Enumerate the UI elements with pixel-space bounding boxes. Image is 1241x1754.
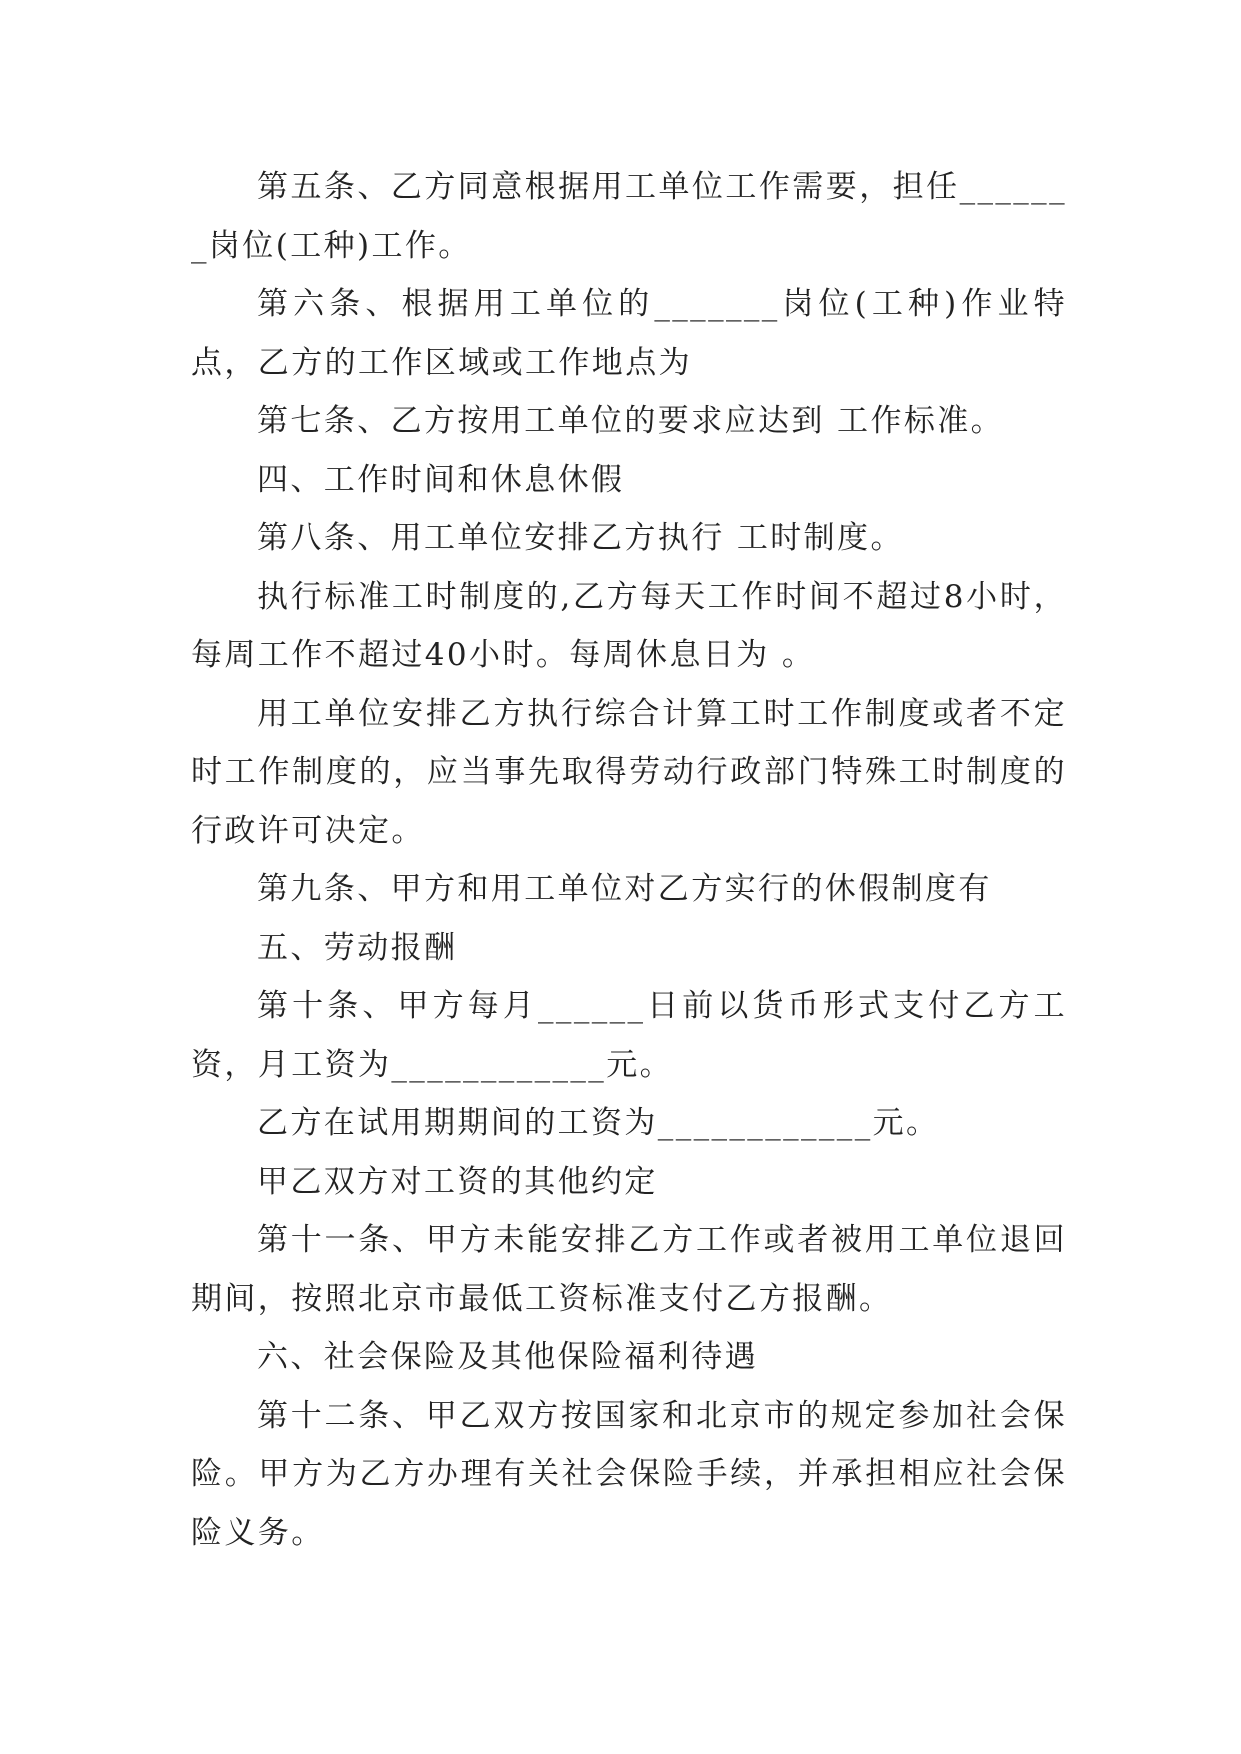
article-12-paragraph: 第十二条、甲乙双方按国家和北京市的规定参加社会保险。甲方为乙方办理有关社会保险手续，并承担相应社会保险义务。 bbox=[191, 1397, 1067, 1551]
probation-wage-paragraph: 乙方在试用期期间的工资为____________元。 bbox=[257, 1105, 940, 1141]
document-body bbox=[191, 158, 1067, 1562]
article-9-paragraph: 第九条、甲方和用工单位对乙方实行的休假制度有 bbox=[257, 871, 992, 907]
article-5-paragraph: 第五条、乙方同意根据用工单位工作需要，担任_______岗位(工种)工作。 bbox=[191, 169, 1067, 264]
article-8-paragraph: 第八条、用工单位安排乙方执行 工时制度。 bbox=[257, 520, 904, 556]
standard-hours-paragraph: 执行标准工时制度的,乙方每天工作时间不超过8小时，每周工作不超过40小时。每周休息日为 。 bbox=[191, 578, 1067, 673]
article-11-paragraph: 第十一条、甲方未能安排乙方工作或者被用工单位退回期间，按照北京市最低工资标准支付乙方报酬。 bbox=[191, 1222, 1067, 1317]
article-10-paragraph: 第十条、甲方每月______日前以货币形式支付乙方工资，月工资为____________元。 bbox=[191, 988, 1067, 1083]
other-wage-agreement-paragraph: 甲乙双方对工资的其他约定 bbox=[257, 1163, 658, 1200]
section-6-heading: 六、社会保险及其他保险福利待遇 bbox=[257, 1339, 758, 1375]
special-hours-paragraph: 用工单位安排乙方执行综合计算工时工作制度或者不定时工作制度的，应当事先取得劳动行政部门特殊工时制度的行政许可决定。 bbox=[191, 695, 1067, 849]
section-4-heading: 四、工作时间和休息休假 bbox=[257, 461, 625, 498]
article-6-paragraph: 第六条、根据用工单位的_______岗位(工种)作业特点，乙方的工作区域或工作地点为 bbox=[191, 286, 1067, 381]
section-5-heading: 五、劳动报酬 bbox=[257, 929, 458, 966]
article-7-paragraph: 第七条、乙方按用工单位的要求应达到 工作标准。 bbox=[257, 403, 1005, 439]
